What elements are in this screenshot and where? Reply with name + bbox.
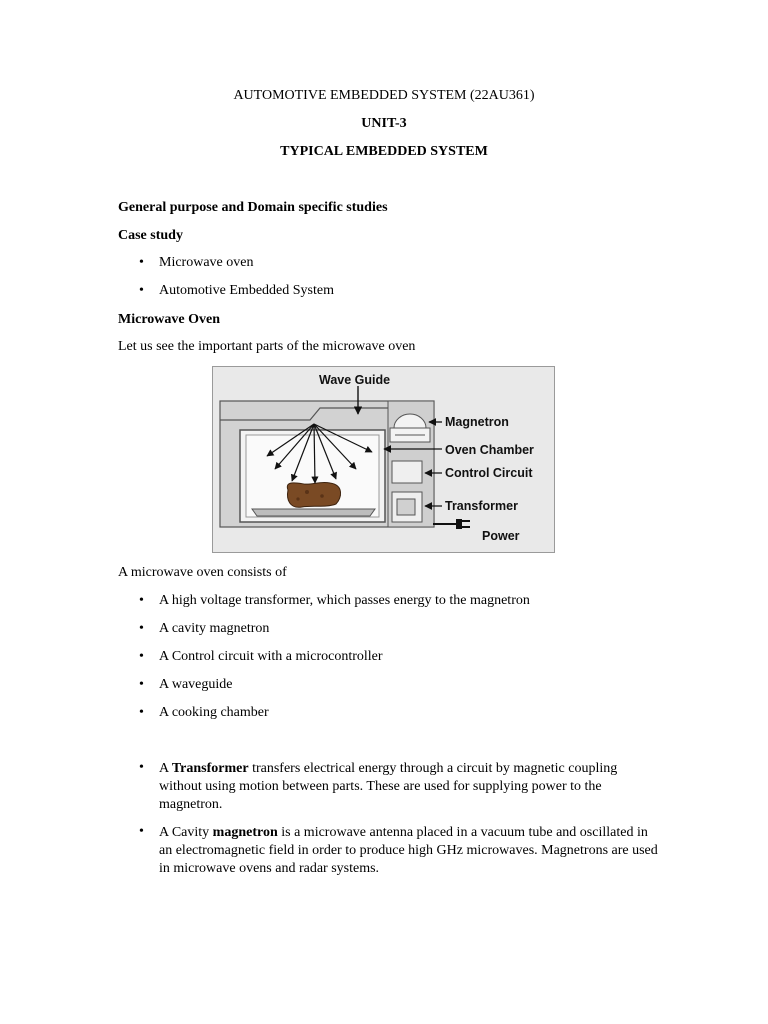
list-item: A cavity magnetron [159,621,270,636]
page-title: TYPICAL EMBEDDED SYSTEM [280,144,488,159]
label-magnetron: Magnetron [445,415,509,429]
section-intro: Let us see the important parts of the microwave oven [118,339,416,354]
unit-title: UNIT-3 [361,116,407,131]
list-item: A waveguide [159,677,233,692]
label-oven-chamber: Oven Chamber [445,443,534,457]
course-title: AUTOMOTIVE EMBEDDED SYSTEM (22AU361) [233,88,535,103]
section-heading-general: General purpose and Domain specific studies [118,200,388,215]
bullet: • [139,649,144,664]
bullet: • [139,255,144,270]
case-study-heading: Case study [118,228,183,243]
turntable [252,509,375,516]
bullet: • [139,283,144,298]
food [287,482,340,507]
list-item: A cooking chamber [159,705,269,720]
bullet: • [139,760,144,775]
bullet: • [139,824,144,839]
consists-intro: A microwave oven consists of [118,565,287,580]
magnetron-term: magnetron [212,825,278,840]
label-transformer: Transformer [445,499,518,513]
section-heading-microwave: Microwave Oven [118,312,220,327]
list-item: A high voltage transformer, which passes energy to the magnetron [159,593,530,608]
bullet: • [139,593,144,608]
magnetron-paragraph: A Cavity magnetron is a microwave antenna placed in a vacuum tube and oscillated in an electromagnetic field in order to produce high GHz microwaves. Magnetrons are used in microwave ovens and radar systems. [159,825,658,876]
transformer-term: Transformer [171,761,249,776]
transformer-paragraph: A Transformer transfers electrical energy through a circuit by magnetic coupling without using motion between parts. These are used for supplying power to the magnetron. [159,761,618,812]
label-wave-guide: Wave Guide [319,373,391,387]
bullet: • [139,705,144,720]
list-item: Microwave oven [159,255,254,270]
list-item: Automotive Embedded System [159,283,334,298]
bullet: • [139,677,144,692]
control-circuit-shape [392,461,422,483]
label-control-circuit: Control Circuit [445,466,533,480]
label-power: Power [482,529,520,543]
bullet: • [139,621,144,636]
microwave-diagram [212,366,555,553]
list-item: A Control circuit with a microcontroller [159,649,383,664]
